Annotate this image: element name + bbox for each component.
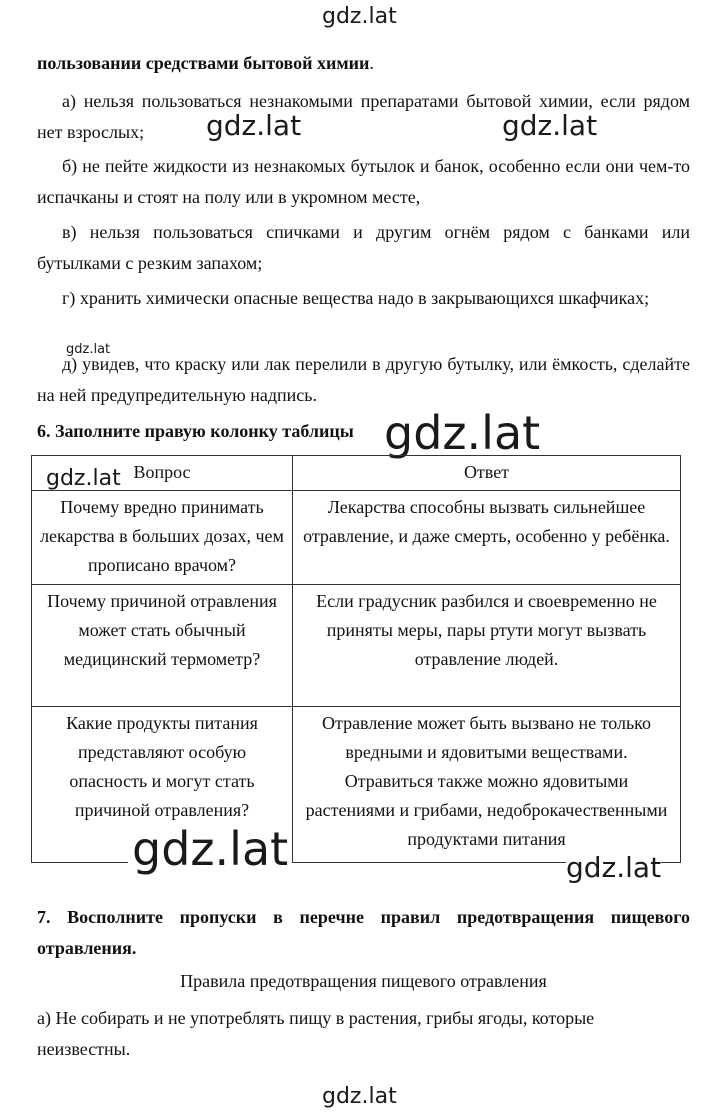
watermark-mid-left: gdz.lat <box>206 109 302 142</box>
section7-item-a: а) Не собирать и не употреблять пищу в растения, грибы ягоды, которые неизвестны. <box>37 1008 595 1059</box>
rule-a: а) нельзя пользоваться незнакомыми препаратами бытовой химии, если рядом нет взрослых; <box>37 91 690 142</box>
rule-d: д) увидев, что краску или лак перелили в другую бутылку, или ёмкость, сделайте на ней предупредительную надпись. <box>37 354 690 405</box>
watermark-small-left: gdz.lat <box>66 342 111 357</box>
watermark-top: gdz.lat <box>322 4 397 29</box>
question-cell: Почему причиной отравления может стать обычный медицинский термометр? <box>32 585 293 707</box>
rule-v: в) нельзя пользоваться спичками и другим огнём рядом с банками или бутылками с резким запахом; <box>37 222 690 273</box>
section6-heading: 6. Заполните правую колонку таблицы <box>37 421 354 441</box>
section7-subtitle: Правила предотвращения пищевого отравления <box>180 971 547 991</box>
watermark-table-left: gdz.lat <box>46 466 121 491</box>
table-row <box>32 491 681 585</box>
watermark-mid-right: gdz.lat <box>502 109 598 142</box>
intro-line <box>37 48 690 79</box>
watermark-footer: gdz.lat <box>322 1084 397 1109</box>
intro-tail: . <box>369 53 374 73</box>
question-cell: Какие продукты питания представляют особую опасность и могут стать причиной отравления? <box>32 707 293 863</box>
section7-heading: 7. Восполните пропуски в перечне правил предотвращения пищевого отравления. <box>37 907 690 958</box>
rule-g: г) хранить химически опасные вещества надо в закрывающихся шкафчиках; <box>62 288 650 308</box>
watermark-bottom-right: gdz.lat <box>566 851 662 884</box>
rule-b: б) не пейте жидкости из незнакомых бутылок и банок, особенно если они чем-то испачканы и стоят на полу или в укромном месте, <box>37 156 690 207</box>
table-header-row <box>32 456 681 491</box>
watermark-bottom-left: gdz.lat <box>128 826 292 872</box>
watermark-section6: gdz.lat <box>380 410 544 456</box>
header-answer: Ответ <box>293 456 681 491</box>
question-cell: Почему вредно принимать лекарства в больших дозах, чем прописано врачом? <box>32 491 293 585</box>
qa-table <box>31 455 681 863</box>
answer-cell: Если градусник разбился и своевременно не приняты меры, пары ртути могут вызвать отравление людей. <box>293 585 681 707</box>
answer-cell: Отравление может быть вызвано не только вредными и ядовитыми веществами. Отравиться также можно ядовитыми растениями и грибами, недоброкачественными продуктами питания <box>293 707 681 863</box>
header-question: Вопрос <box>32 456 293 491</box>
table-row <box>32 585 681 707</box>
answer-cell: Лекарства способны вызвать сильнейшее отравление, и даже смерть, особенно у ребёнка. <box>293 491 681 585</box>
intro-bold-text: пользовании средствами бытовой химии <box>37 53 370 73</box>
